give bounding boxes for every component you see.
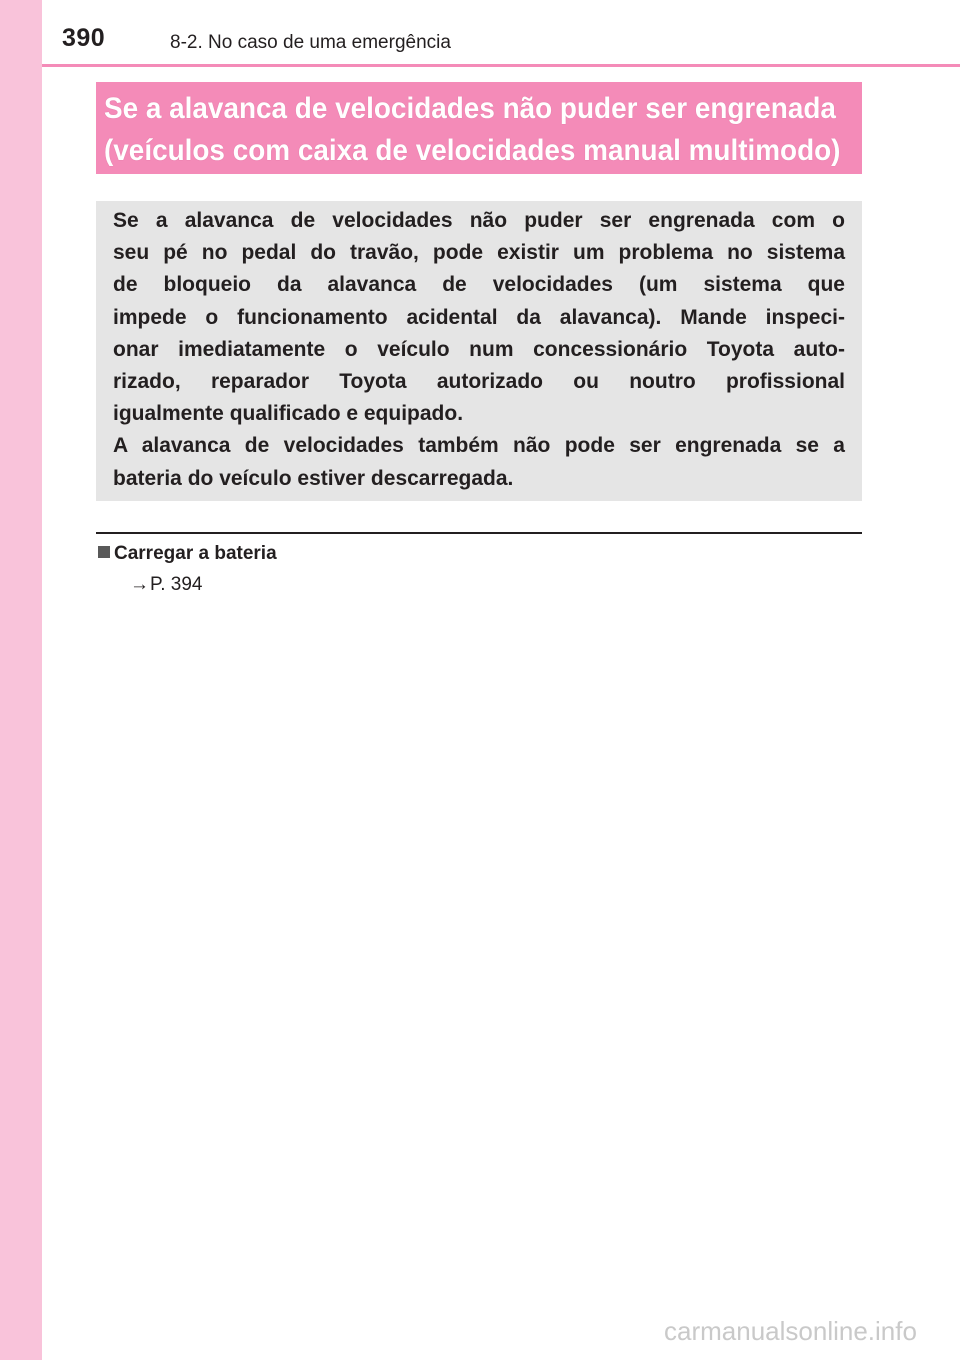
title-line-1: Se a alavanca de velocidades não puder ser engrenada bbox=[104, 92, 836, 125]
subsection-heading bbox=[98, 543, 277, 565]
info-line: bateria do veículo estiver descarregada. bbox=[113, 466, 514, 490]
page-reference-link[interactable] bbox=[130, 574, 202, 596]
info-line: onar imediatamente o veículo num concessionário Toyota auto- bbox=[113, 337, 845, 361]
arrow-right-icon: → bbox=[130, 574, 149, 595]
square-bullet-icon bbox=[98, 546, 110, 558]
info-line: rizado, reparador Toyota autorizado ou noutro profissional bbox=[113, 370, 845, 394]
info-line: A alavanca de velocidades também não pode ser engrenada se a bbox=[113, 434, 845, 458]
section-divider bbox=[96, 532, 862, 534]
info-line: impede o funcionamento acidental da alavanca). Mande inspeci- bbox=[113, 305, 845, 329]
header-rule bbox=[42, 64, 960, 67]
info-line: seu pé no pedal do travão, pode existir um problema no sistema bbox=[113, 241, 845, 265]
info-box bbox=[96, 201, 862, 501]
title-line-2: (veículos com caixa de velocidades manual multimodo) bbox=[104, 134, 841, 167]
side-strip bbox=[0, 0, 42, 1360]
page-reference-text: P. 394 bbox=[150, 574, 203, 595]
page-number: 390 bbox=[62, 24, 106, 52]
watermark: carmanualsonline.info bbox=[664, 1316, 917, 1346]
info-line: igualmente qualificado e equipado. bbox=[113, 402, 464, 426]
title-box bbox=[96, 82, 862, 174]
info-line: Se a alavanca de velocidades não puder ser engrenada com o bbox=[113, 209, 845, 232]
section-title: 8-2. No caso de uma emergência bbox=[170, 32, 451, 53]
subsection-heading-text: Carregar a bateria bbox=[114, 543, 277, 564]
info-line: de bloqueio da alavanca de velocidades (um sistema que bbox=[113, 273, 845, 297]
